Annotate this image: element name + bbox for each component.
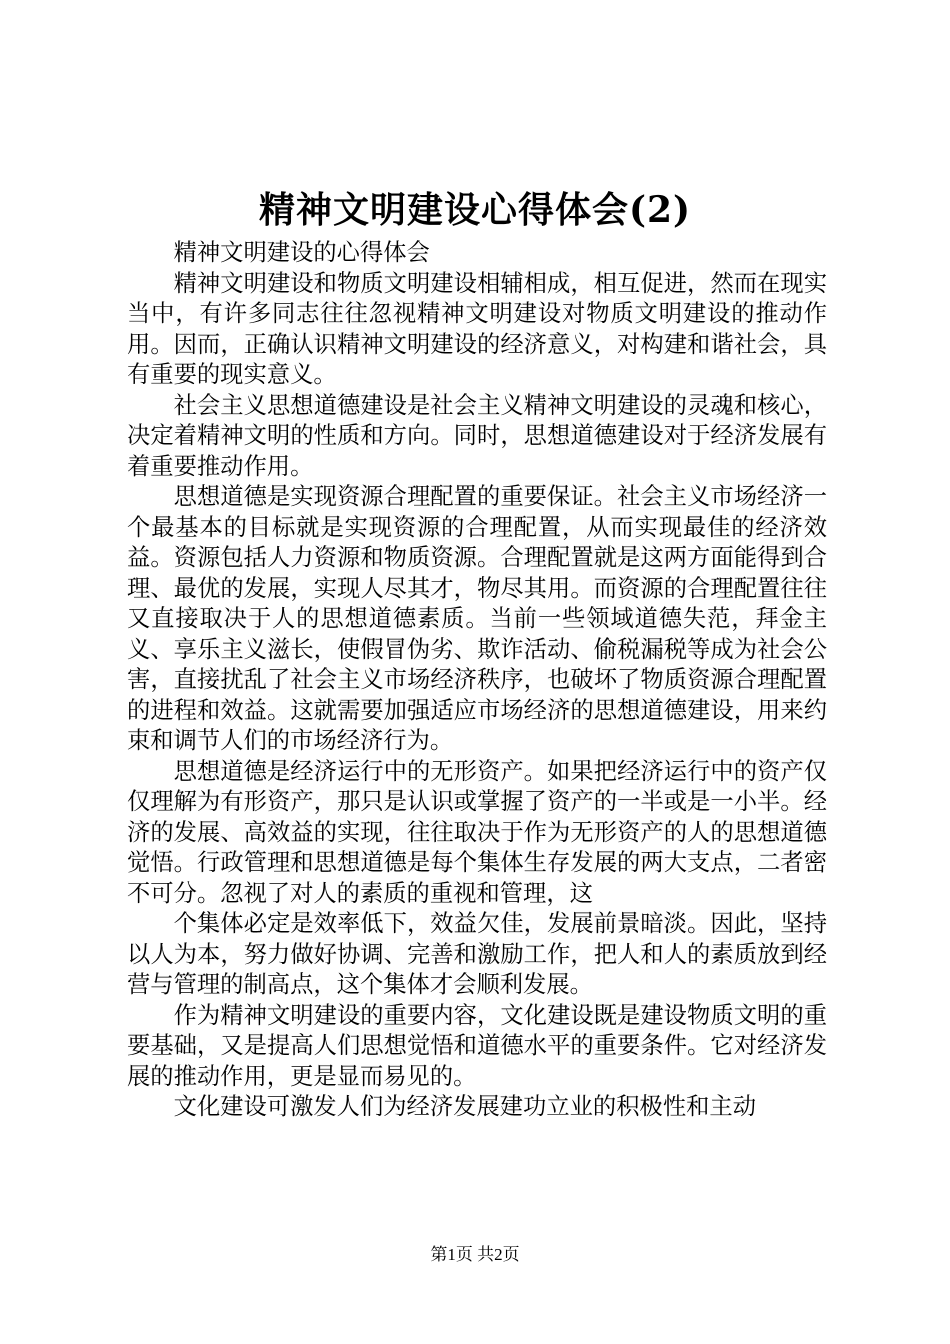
paragraph: 精神文明建设和物质文明建设相辅相成，相互促进，然而在现实当中，有许多同志往往忽视精神文明建设对物质文明建设的推动作用。因而，正确认识精神文明建设的经济意义，对构建和谐社会，具有重要的现实意义。 [127, 269, 827, 388]
paragraph: 个集体必定是效率低下，效益欠佳，发展前景暗淡。因此，坚持以人为本，努力做好协调、完善和激励工作，把人和人的素质放到经营与管理的制高点，这个集体才会顺利发展。 [127, 910, 827, 998]
paragraph: 文化建设可激发人们为经济发展建功立业的积极性和主动 [173, 1093, 757, 1120]
page-footer: 第1页 共2页 [430, 1245, 520, 1264]
paragraph: 作为精神文明建设的重要内容，文化建设既是建设物质文明的重要基础，又是提高人们思想觉悟和道德水平的重要条件。它对经济发展的推动作用，更是显而易见的。 [127, 1001, 827, 1090]
document-title: 精神文明建设心得体会(2) [258, 189, 692, 231]
paragraph: 思想道德是经济运行中的无形资产。如果把经济运行中的资产仅仅理解为有形资产，那只是认识或掌握了资产的一半或是一小半。经济的发展、高效益的实现，往往取决于作为无形资产的人的思想道德觉悟。行政管理和思想道德是每个集体生存发展的两大支点，二者密不可分。忽视了对人的素质的重视和管理，这 [127, 757, 827, 907]
paragraph: 社会主义思想道德建设是社会主义精神文明建设的灵魂和核心，决定着精神文明的性质和方向。同时，思想道德建设对于经济发展有着重要推动作用。 [127, 391, 827, 480]
paragraph: 精神文明建设的心得体会 [173, 239, 430, 266]
paragraph: 思想道德是实现资源合理配置的重要保证。社会主义市场经济一个最基本的目标就是实现资源的合理配置，从而实现最佳的经济效益。资源包括人力资源和物质资源。合理配置就是这两方面能得到合理、最优的发展，实现人尽其才，物尽其用。而资源的合理配置往往又直接取决于人的思想道德素质。当前一些领域道德失范，拜金主义、享乐主义滋长，使假冒伪劣、欺诈活动、偷税漏税等成为社会公害，直接扰乱了社会主义市场经济秩序，也破坏了物质资源合理配置的进程和效益。这就需要加强适应市场经济的思想道德建设，用来约束和调节人们的市场经济行为。 [127, 483, 827, 754]
document-body [127, 238, 827, 1123]
